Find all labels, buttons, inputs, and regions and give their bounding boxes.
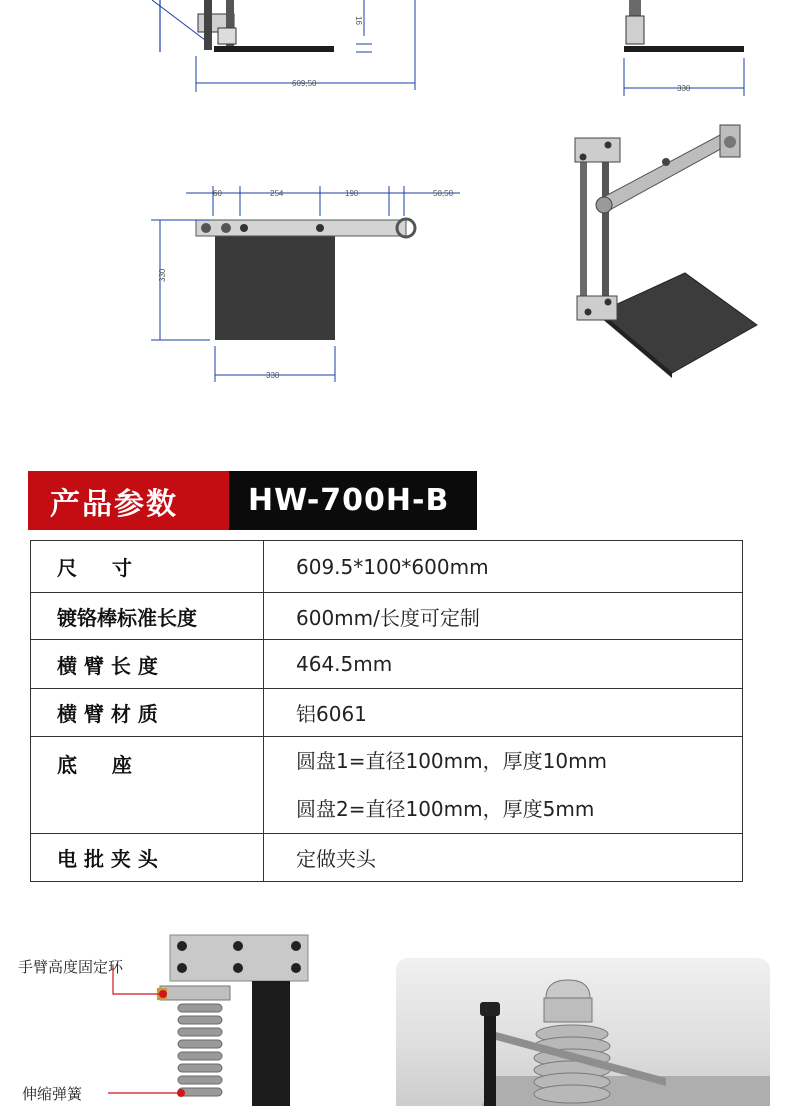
dim-label-4: 50,50 — [433, 189, 454, 198]
table-row — [31, 593, 743, 640]
spec-key: 电 批 夹 头 — [31, 834, 264, 882]
top-width-dim-label: 330 — [266, 371, 280, 380]
spec-table — [30, 540, 743, 882]
spring-callout: 伸缩弹簧 — [22, 1085, 83, 1103]
params-title: 产品参数 — [28, 471, 229, 530]
isometric-render — [575, 125, 757, 378]
spec-key: 镀铬棒标准长度 — [31, 593, 264, 640]
end-view-drawing — [624, 0, 744, 96]
table-row — [31, 640, 743, 689]
spec-value: 464.5mm — [264, 640, 743, 689]
spec-value-line: 圆盘1=直径100mm，厚度10mm — [296, 749, 608, 773]
dim-label-3: 190 — [345, 189, 359, 198]
detail-photo-right — [396, 958, 770, 1106]
thickness-dim-label: 16 — [354, 16, 363, 25]
spec-value — [264, 737, 743, 834]
top-view-drawing — [151, 186, 460, 382]
dim-label-1: 60 — [213, 189, 222, 198]
technical-drawings — [0, 0, 790, 440]
table-row — [31, 689, 743, 737]
table-row — [31, 834, 743, 882]
spec-value: 定做夹头 — [264, 834, 743, 882]
spec-value: 609.5*100*600mm — [264, 541, 743, 593]
detail-photo-left — [0, 920, 380, 1106]
spec-value: 铝6061 — [264, 689, 743, 737]
dim-label-2: 254 — [270, 189, 284, 198]
spec-key: 底 座 — [31, 737, 264, 834]
arm-clamp-photo — [0, 920, 380, 1106]
spring-nut-photo — [396, 958, 770, 1106]
end-width-dim-label: 330 — [677, 84, 691, 93]
spec-key: 横 臂 材 质 — [31, 689, 264, 737]
spec-value-line: 圆盘2=直径100mm，厚度5mm — [296, 797, 595, 821]
side-width-dim-label: 609,50 — [292, 79, 317, 88]
table-row — [31, 541, 743, 593]
depth-dim-label: 330 — [158, 268, 167, 282]
side-view-drawing — [152, 0, 415, 92]
model-number: HW-700H-B — [229, 471, 477, 530]
product-params-header — [28, 471, 477, 530]
spec-key: 横 臂 长 度 — [31, 640, 264, 689]
table-row — [31, 737, 743, 834]
spec-value: 600mm/长度可定制 — [264, 593, 743, 640]
spec-key: 尺 寸 — [31, 541, 264, 593]
ring-callout: 手臂高度固定环 — [18, 958, 124, 976]
